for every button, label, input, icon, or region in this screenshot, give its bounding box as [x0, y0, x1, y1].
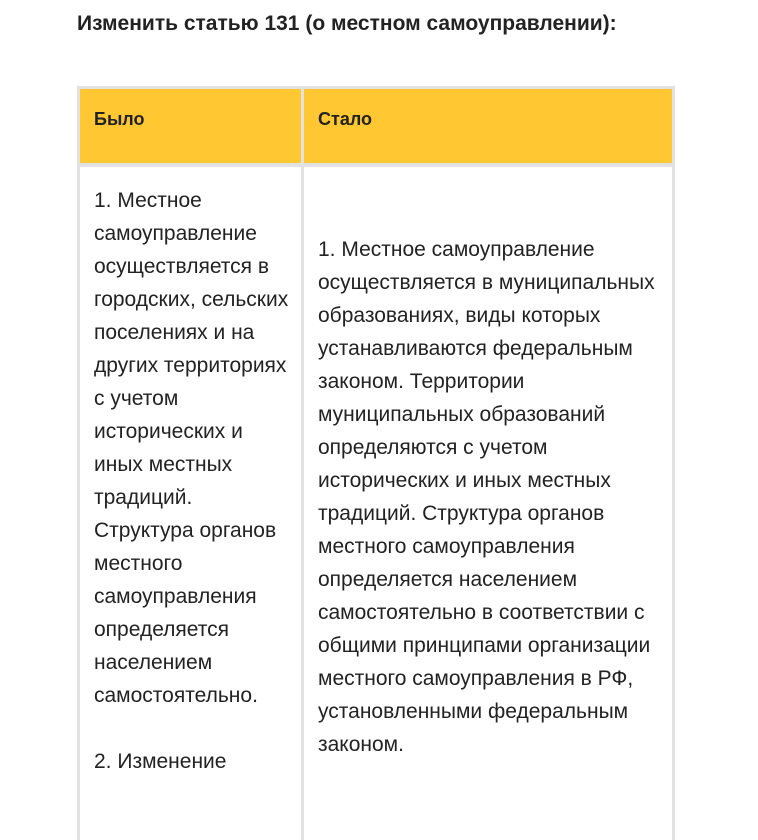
table-header-row: [80, 89, 672, 167]
table-row: [80, 167, 672, 840]
was-paragraph-1: 1. Местное самоуправление осуществляется в городских, сельских поселениях и на других территориях с учетом исторических и иных местных традиций. Структура органов местного самоуправления определяется населением самостоятельно.: [94, 189, 289, 707]
comparison-table: [77, 86, 675, 840]
page-heading: Изменить статью 131 (о местном самоуправлении):: [77, 12, 617, 35]
now-paragraph-1: 1. Местное самоуправление осуществляется в муниципальных образованиях, виды которых устанавливаются федеральным законом. Территории муниципальных образований определяются с учетом исторических и иных местных традиций. Структура органов местного самоуправления определяется населением самостоятельно в соответствии с общими принципами организации местного самоуправления в РФ, установленными федеральным законом.: [318, 238, 655, 756]
header-now: Стало: [304, 89, 672, 167]
cell-now: [304, 167, 672, 840]
was-paragraph-2: 2. Изменение: [94, 750, 227, 773]
header-was: Было: [80, 89, 304, 167]
cell-was: [80, 167, 304, 840]
